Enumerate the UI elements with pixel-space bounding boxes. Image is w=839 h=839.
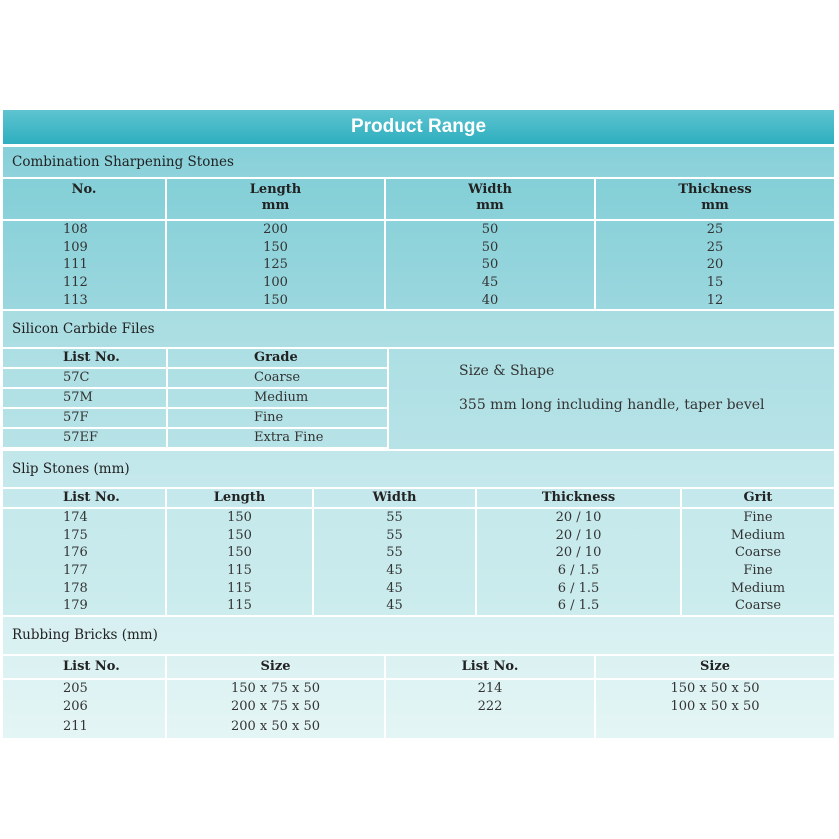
table-row: 178 115 45 6 / 1.5 Medium xyxy=(3,579,834,597)
table-row: 109 150 50 25 xyxy=(3,239,834,257)
slip-stones-section xyxy=(3,449,834,615)
table-row: 108 200 50 25 xyxy=(3,220,834,239)
combination-stones-section xyxy=(3,147,834,309)
combination-stones-table xyxy=(3,179,834,309)
column-header: Size xyxy=(595,656,834,679)
silicon-carbide-heading: Silicon Carbide Files xyxy=(3,311,834,349)
rubbing-bricks-heading: Rubbing Bricks (mm) xyxy=(3,617,834,656)
product-range-panel xyxy=(3,110,834,738)
combination-stones-heading: Combination Sharpening Stones xyxy=(3,147,834,179)
column-header: List No. xyxy=(3,489,166,508)
column-header: Width xyxy=(313,489,476,508)
table-row: 57M Medium xyxy=(3,388,387,408)
table-row: 112 100 45 15 xyxy=(3,274,834,292)
size-shape-note xyxy=(387,349,834,449)
table-row: 175 150 55 20 / 10 Medium xyxy=(3,527,834,545)
slip-stones-heading: Slip Stones (mm) xyxy=(3,451,834,489)
table-row: 111 125 50 20 xyxy=(3,256,834,274)
table-row: 57C Coarse xyxy=(3,368,387,388)
table-row: 211 200 x 50 x 50 xyxy=(3,716,834,738)
table-row: 113 150 40 12 xyxy=(3,291,834,309)
column-header: Thickness mm xyxy=(595,179,834,220)
size-shape-text: 355 mm long including handle, taper bevel xyxy=(459,396,765,413)
column-header: List No. xyxy=(3,349,167,368)
rubbing-bricks-table xyxy=(3,656,834,738)
size-shape-title: Size & Shape xyxy=(459,362,555,379)
column-header: Grit xyxy=(681,489,834,508)
table-row: 205 150 x 75 x 50 214 150 x 50 x 50 xyxy=(3,679,834,698)
table-row: 174 150 55 20 / 10 Fine xyxy=(3,508,834,527)
column-header: Size xyxy=(166,656,385,679)
slip-stones-table xyxy=(3,489,834,615)
silicon-carbide-section xyxy=(3,309,834,449)
column-header: Width mm xyxy=(385,179,595,220)
rubbing-bricks-section xyxy=(3,615,834,738)
table-row: 176 150 55 20 / 10 Coarse xyxy=(3,544,834,562)
column-header: No. xyxy=(3,179,166,220)
table-row: 57F Fine xyxy=(3,408,387,428)
table-row: 177 115 45 6 / 1.5 Fine xyxy=(3,562,834,580)
column-header: List No. xyxy=(3,656,166,679)
page-title: Product Range xyxy=(3,110,834,147)
column-header: Length xyxy=(166,489,313,508)
column-header: Thickness xyxy=(476,489,681,508)
column-header: Grade xyxy=(167,349,387,368)
column-header: List No. xyxy=(385,656,595,679)
table-row: 179 115 45 6 / 1.5 Coarse xyxy=(3,597,834,615)
table-row: 206 200 x 75 x 50 222 100 x 50 x 50 xyxy=(3,698,834,716)
silicon-carbide-table xyxy=(3,349,387,449)
column-header: Length mm xyxy=(166,179,385,220)
table-row: 57EF Extra Fine xyxy=(3,428,387,448)
